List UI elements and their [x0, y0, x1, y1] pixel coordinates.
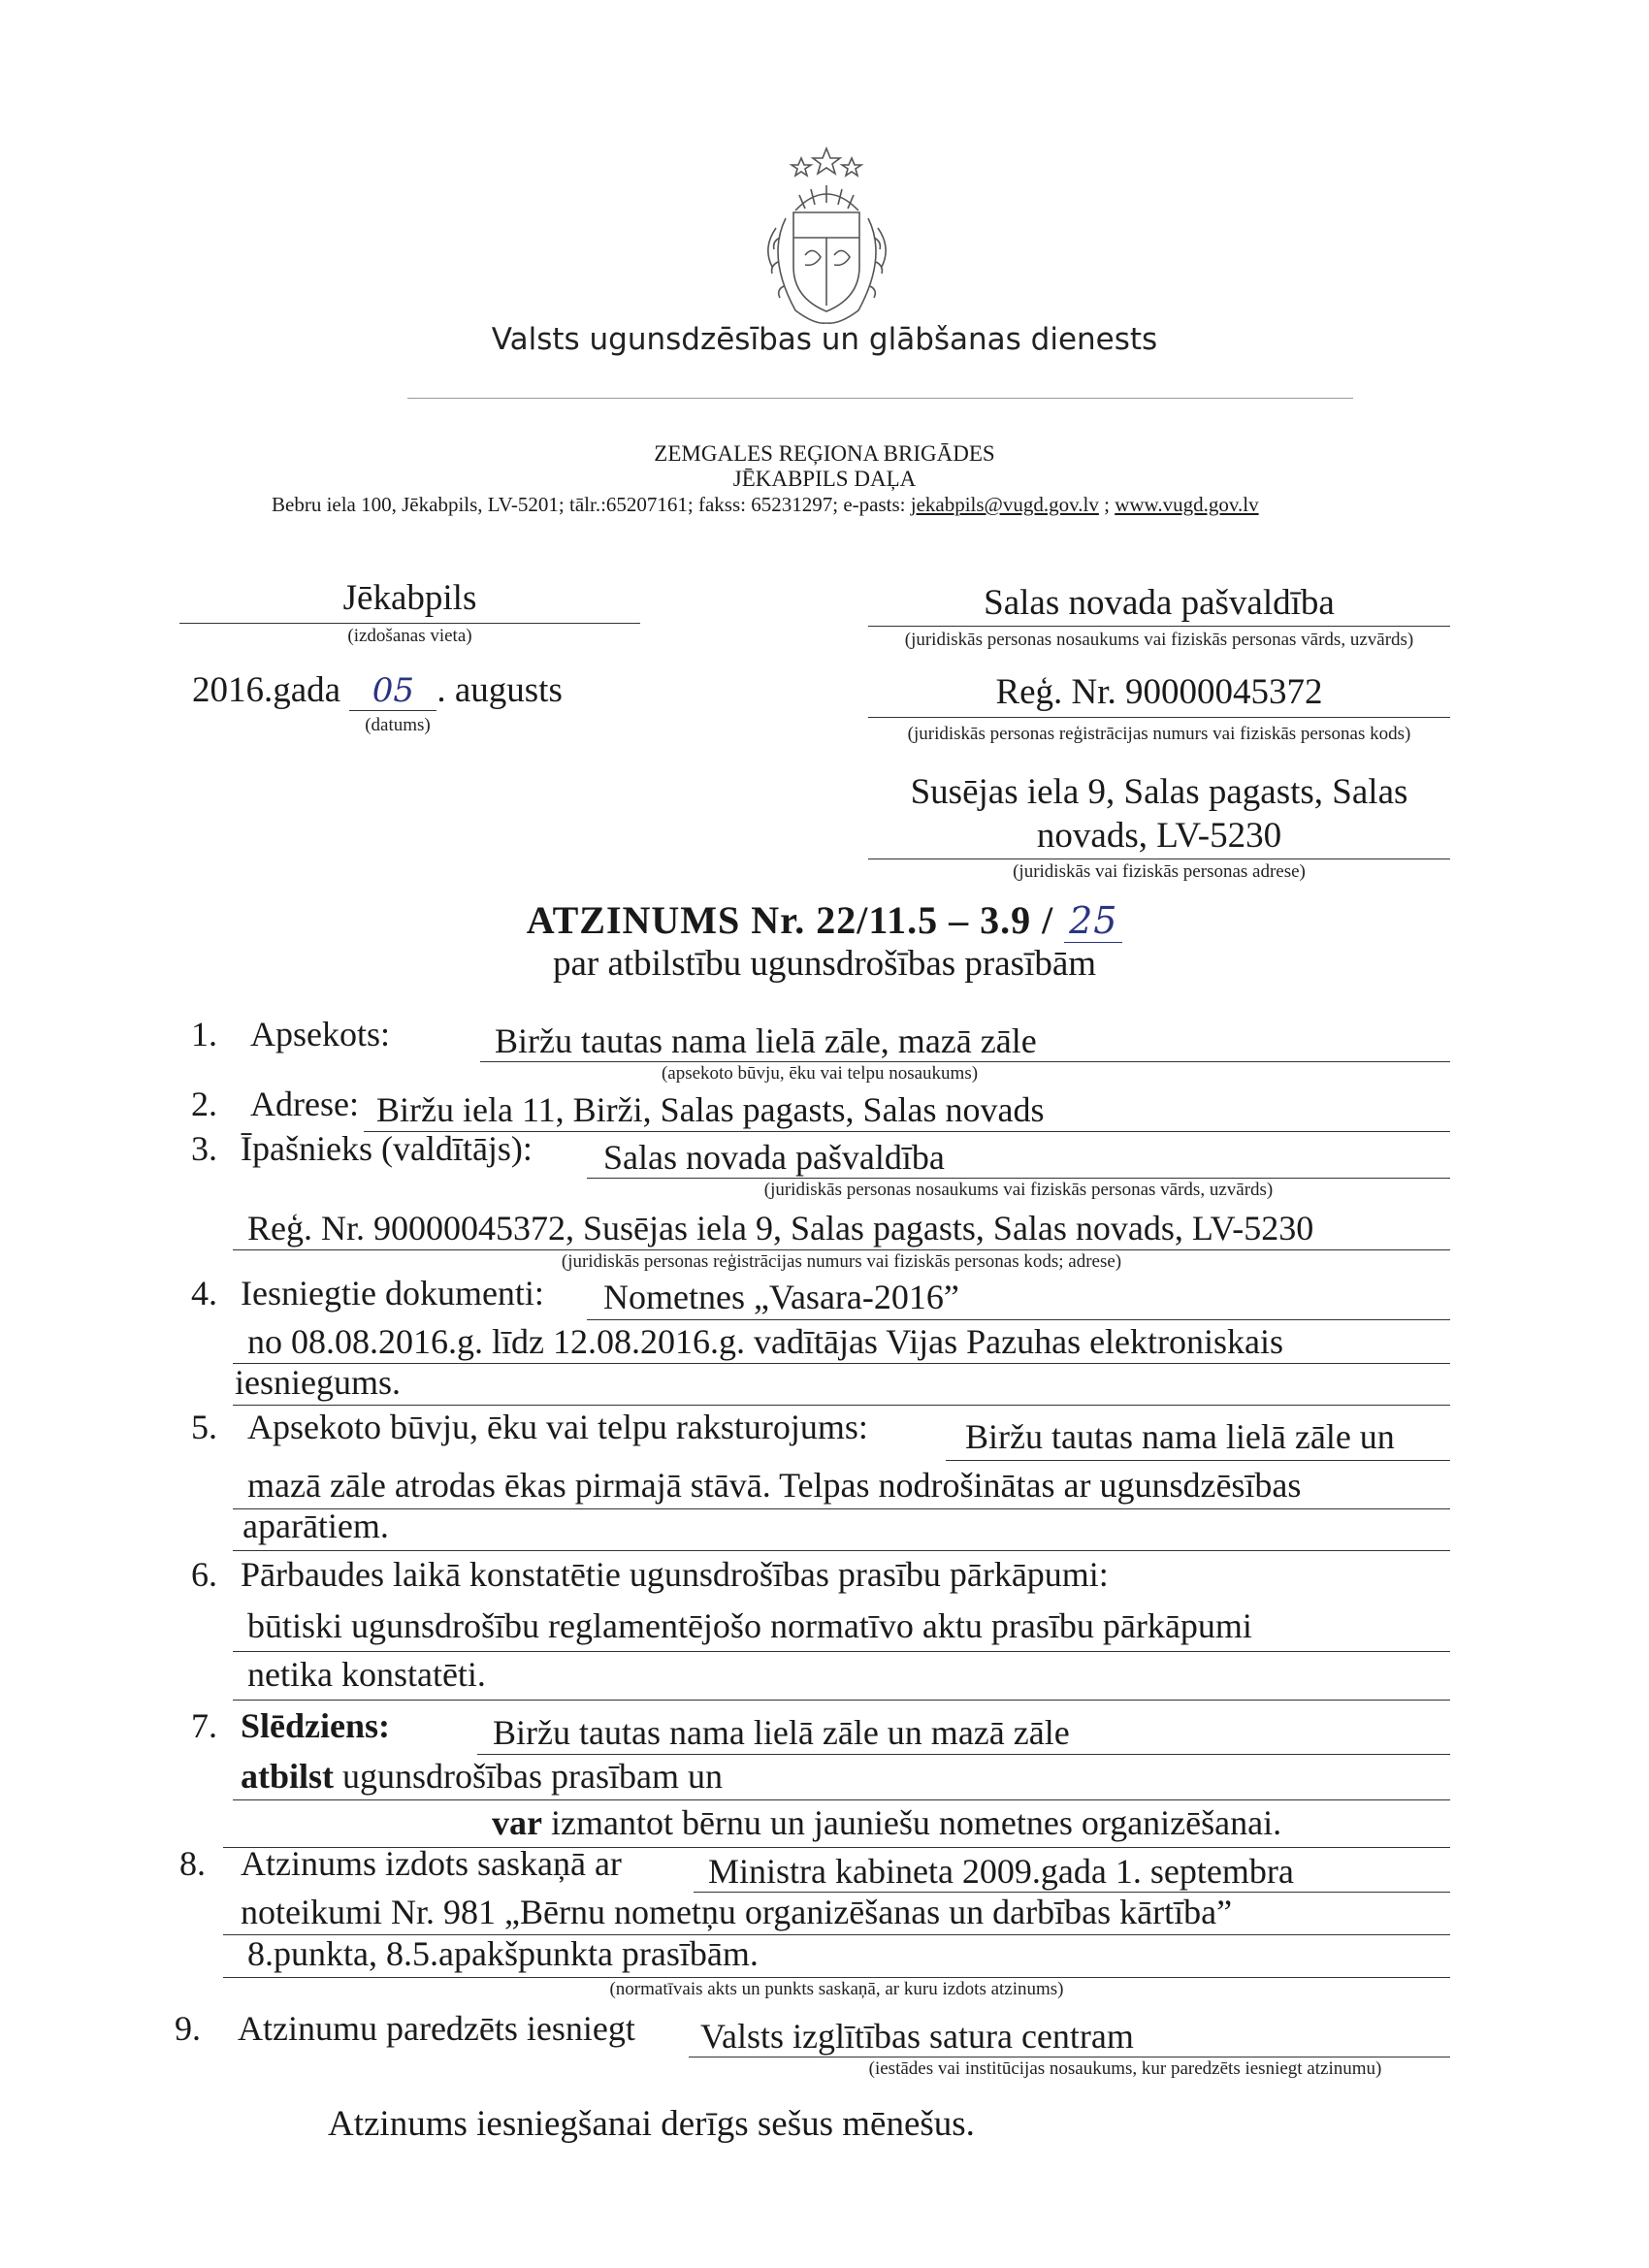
validity-statement: Atzinums iesniegšanai derīgs sešus mēnešus.: [328, 2104, 975, 2144]
item-8-number: 8.: [179, 1844, 206, 1883]
item-4-value: Nometnes „Vasara-2016”: [603, 1278, 959, 1316]
item-7-value2: ugunsdrošības prasībam un: [334, 1757, 723, 1796]
item-7-line: [477, 1754, 1450, 1755]
date-prefix: 2016.gada: [192, 670, 341, 710]
brigade-name: ZEMGALES REĢIONA BRIGĀDES: [654, 441, 995, 466]
recipient-name-line: [868, 626, 1450, 627]
item-3-label: Īpašnieks (valdītājs):: [241, 1129, 533, 1168]
item-6-value: būtiski ugunsdrošību reglamentējošo normatīvo aktu prasību pārkāpumi: [247, 1606, 1252, 1645]
item-4-value3: iesniegums.: [235, 1363, 401, 1402]
item-5-line3: [233, 1550, 1450, 1551]
item-5-value: Biržu tautas nama lielā zāle un: [965, 1417, 1395, 1456]
item-1-line: [480, 1061, 1450, 1062]
item-6-label: Pārbaudes laikā konstatētie ugunsdrošības prasību pārkāpumi:: [241, 1555, 1109, 1594]
recipient-address-line1: Susējas iela 9, Salas pagasts, Salas: [910, 772, 1408, 812]
item-7-line3-text: [492, 1802, 1281, 1843]
item-8-value: Ministra kabineta 2009.gada 1. septembra: [708, 1852, 1294, 1891]
item-6-line2: [233, 1700, 1450, 1701]
item-7-line2-text: [241, 1756, 723, 1797]
recipient-reg-line: [868, 717, 1450, 718]
title-main: ATZINUMS Nr. 22/11.5 – 3.9 /: [526, 898, 1065, 942]
item-4-line: [587, 1319, 1450, 1320]
item-3-line: [587, 1178, 1450, 1179]
item-6-line: [233, 1651, 1450, 1652]
item-7-number: 7.: [191, 1706, 217, 1745]
recipient-reg: Reģ. Nr. 90000045372: [995, 672, 1323, 712]
document-title: [0, 897, 1649, 943]
issue-place-line: [179, 623, 640, 624]
issue-place-hint: (izdošanas vieta): [347, 626, 472, 646]
item-1-value: Biržu tautas nama lielā zāle, mazā zāle: [495, 1021, 1037, 1060]
item-5-line2: [233, 1508, 1450, 1509]
item-5-value2: mazā zāle atrodas ēkas pirmajā stāvā. Telpas nodrošinātas ar ugunsdzēsības: [247, 1466, 1302, 1505]
agency-name: Valsts ugunsdzēsības un glābšanas dienests: [491, 322, 1158, 357]
item-5-number: 5.: [191, 1408, 217, 1446]
item-1-hint: (apsekoto būvju, ēku vai telpu nosaukums): [661, 1063, 979, 1084]
item-7-line2: [233, 1799, 1450, 1800]
item-7-label: Slēdziens:: [241, 1706, 391, 1745]
item-3-value2: Reģ. Nr. 90000045372, Susējas iela 9, Salas pagasts, Salas novads, LV-5230: [247, 1209, 1314, 1247]
item-5-value3: aparātiem.: [242, 1507, 389, 1545]
issue-place: Jēkabpils: [342, 578, 477, 618]
item-9-label: Atzinumu paredzēts iesniegt: [238, 2009, 635, 2048]
item-1-number: 1.: [191, 1015, 217, 1053]
item-8-label: Atzinums izdots saskaņā ar: [241, 1844, 622, 1883]
email-link[interactable]: jekabpils@vugd.gov.lv: [910, 493, 1099, 516]
unit-name: JĒKABPILS DAĻA: [732, 467, 917, 491]
header-divider: [407, 398, 1353, 399]
item-9-hint: (iestādes vai institūcijas nosaukums, kur paredzēts iesniegt atzinumu): [868, 2058, 1382, 2079]
item-7-bold-var: var: [492, 1803, 542, 1842]
item-6-number: 6.: [191, 1555, 217, 1594]
item-4-label: Iesniegtie dokumenti:: [241, 1274, 544, 1312]
recipient-address-hint: (juridiskās vai fiziskās personas adrese): [1013, 861, 1306, 882]
item-5-label: Apsekoto būvju, ēku vai telpu raksturojums:: [247, 1408, 868, 1446]
item-7-bold-atbilst: atbilst: [241, 1757, 335, 1796]
item-4-line2: [233, 1363, 1450, 1364]
item-4-number: 4.: [191, 1274, 217, 1312]
item-9-value: Valsts izglītības satura centram: [700, 2017, 1134, 2056]
item-2-label: Adrese:: [250, 1085, 359, 1123]
item-1-label: Apsekots:: [250, 1015, 390, 1053]
item-8-line3: [223, 1977, 1450, 1978]
item-7-value3: izmantot bērnu un jauniešu nometnes organizēšanai.: [541, 1803, 1282, 1842]
recipient-name-hint: (juridiskās personas nosaukums vai fiziskās personas vārds, uzvārds): [904, 630, 1414, 650]
recipient-address-line2: novads, LV-5230: [1036, 816, 1282, 856]
document-subtitle: par atbilstību ugunsdrošības prasībām: [552, 944, 1097, 984]
item-3-number: 3.: [191, 1129, 217, 1168]
item-8-value3: 8.punkta, 8.5.apakšpunkta prasībām.: [247, 1934, 759, 1973]
item-8-hint: (normatīvais akts un punkts saskaņā, ar kuru izdots atzinums): [609, 1979, 1064, 1999]
item-2-number: 2.: [191, 1085, 217, 1123]
contacts-separator: ;: [1098, 493, 1116, 516]
item-8-value2: noteikumi Nr. 981 „Bērnu nometņu organizēšanas un darbības kārtība”: [241, 1893, 1233, 1931]
item-6-value2: netika konstatēti.: [247, 1655, 486, 1694]
item-3-value: Salas novada pašvaldība: [603, 1138, 945, 1177]
issue-date-hint: (datums): [365, 715, 431, 735]
item-3-line2: [233, 1249, 1450, 1250]
recipient-name: Salas novada pašvaldība: [984, 583, 1335, 623]
website-link[interactable]: www.vugd.gov.lv: [1115, 493, 1259, 516]
item-2-value: Biržu iela 11, Birži, Salas pagasts, Salas novads: [376, 1090, 1045, 1129]
item-5-line: [946, 1460, 1450, 1461]
item-7-value: Biržu tautas nama lielā zāle un mazā zāle: [493, 1713, 1070, 1752]
recipient-reg-hint: (juridiskās personas reģistrācijas numurs vai fiziskās personas kods): [907, 724, 1411, 744]
item-9-number: 9.: [175, 2009, 201, 2048]
contacts-text: Bebru iela 100, Jēkabpils, LV-5201; tālr.:65207161; fakss: 65231297; e-pasts:: [272, 493, 911, 516]
date-suffix: . augusts: [436, 670, 563, 710]
item-3-hint: (juridiskās personas nosaukums vai fiziskās personas vārds, uzvārds): [763, 1180, 1274, 1200]
coat-of-arms-emblem: [737, 141, 917, 335]
item-4-line3: [233, 1405, 1450, 1406]
date-day-handwritten: 05: [349, 671, 436, 711]
item-3-hint2: (juridiskās personas reģistrācijas numurs vai fiziskās personas kods; adrese): [561, 1251, 1122, 1272]
title-number-handwritten: 25: [1064, 899, 1122, 943]
contacts-line: [272, 493, 1259, 517]
issue-date: [192, 669, 563, 711]
item-4-value2: no 08.08.2016.g. līdz 12.08.2016.g. vadītājas Vijas Pazuhas elektroniskais: [247, 1322, 1284, 1361]
